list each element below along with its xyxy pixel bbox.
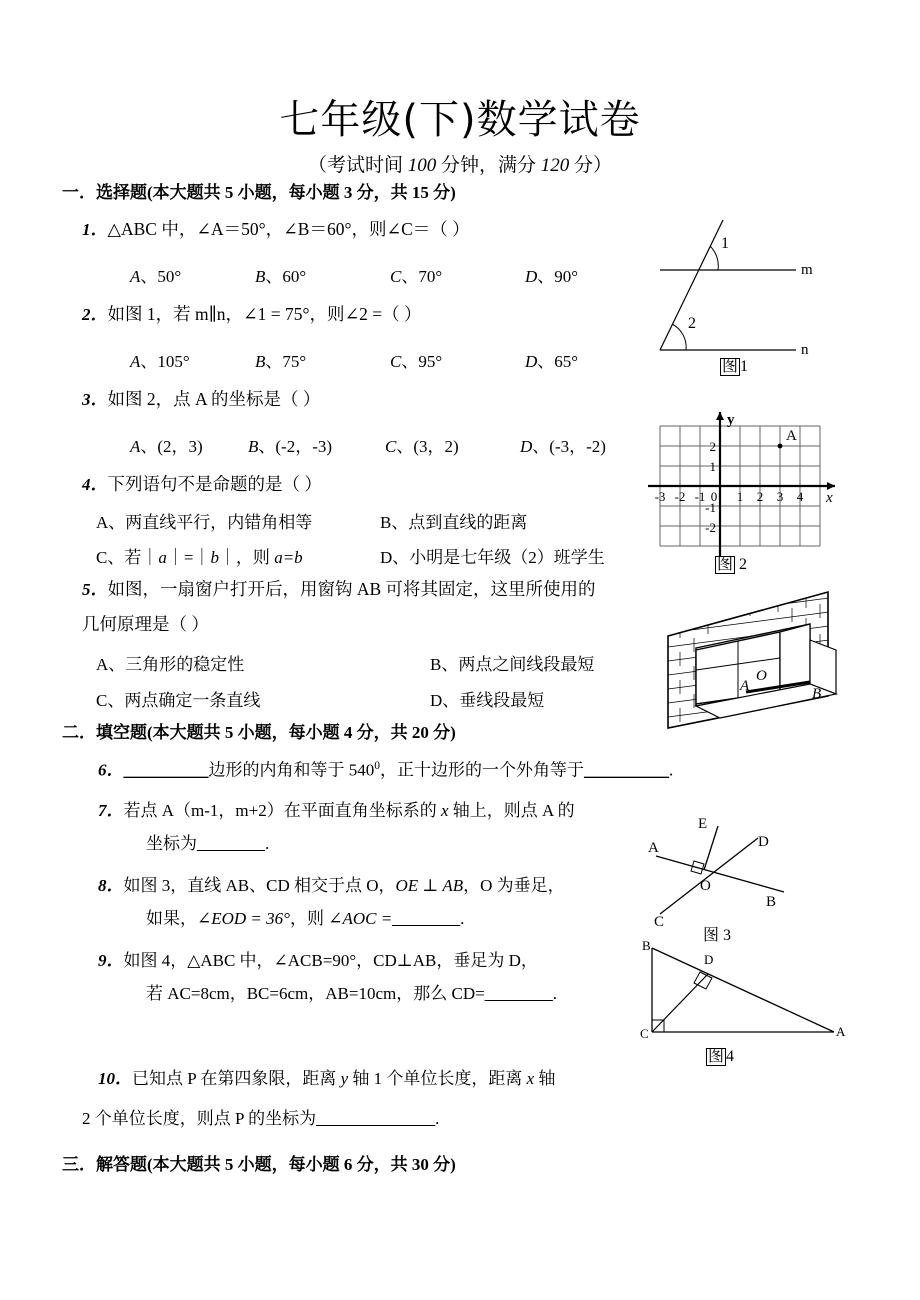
opt-letter: D [525, 267, 538, 286]
question-9-line1: 如图 4，△ABC 中，∠ACB=90°，CD⊥AB，垂足为 D， [123, 951, 538, 970]
question-5-stem-line1: 如图，一扇窗户打开后，用窗钩 AB 可将其固定，这里所使用的 [107, 579, 596, 599]
opt-letter: C [390, 267, 402, 286]
question-8-line1-pre: 如图 3，直线 AB、CD 相交于点 O， [123, 876, 396, 895]
question-10-line2 [82, 1108, 439, 1130]
question-5-number: 5． [82, 580, 108, 599]
figure-window-hook [660, 588, 860, 738]
question-4-option-b[interactable]: B、点到直线的距离 [380, 513, 528, 532]
figure-window-svg [660, 588, 860, 733]
var-y: y [340, 1069, 349, 1088]
opt-text: 、60° [265, 267, 307, 286]
question-8-line2-post: . [460, 909, 465, 928]
figure-3-label-a: A [648, 840, 659, 856]
figure-2-coordinate-grid [630, 396, 850, 571]
question-3-option-d[interactable] [520, 432, 606, 457]
opt-letter: B [248, 437, 259, 456]
figure-2-xtick: 3 [776, 489, 784, 504]
figure-2-xtick: 4 [796, 489, 804, 504]
question-5-option-d[interactable]: D、垂线段最短 [430, 691, 545, 710]
opt-text: 、50° [140, 267, 182, 286]
var-x: x [440, 801, 449, 820]
figure-2-point-a [778, 444, 783, 449]
figure-3-intersecting-lines [648, 818, 848, 933]
opt-letter: A [130, 352, 141, 371]
opt-text: 、105° [140, 352, 190, 371]
question-7-line2-post: . [265, 834, 270, 853]
subtitle-prefix: （考试时间 [307, 155, 408, 176]
figure-4-caption: 图 4 [708, 1048, 735, 1065]
question-2-option-d[interactable] [525, 347, 578, 372]
question-2-option-b[interactable] [255, 347, 306, 372]
page-title: 七年级(下)数学试卷 [279, 97, 641, 143]
figure-4-label-d: D [704, 952, 714, 967]
question-8-blank[interactable]: ________ [392, 909, 461, 928]
question-2-option-c[interactable] [390, 347, 442, 372]
degree-superscript: 0 [374, 759, 381, 772]
question-8-line2-pre: 如果， [146, 909, 197, 928]
question-6-blank-1[interactable]: __________ [123, 760, 209, 780]
question-1-option-a[interactable] [130, 262, 181, 287]
opt-letter: D [520, 437, 533, 456]
math-angle-aoc: ∠AOC = [328, 909, 393, 928]
figure-4-svg [638, 940, 853, 1050]
figure-2-xtick: -1 [694, 489, 706, 504]
question-10-line1-post: 轴 [534, 1069, 556, 1088]
figure-3-label-d: D [758, 834, 769, 850]
question-6-text-1: 边形的内角和等于 540 [208, 760, 375, 780]
question-1-stem: △ABC 中，∠A＝50°，∠B＝60°，则∠C＝（ ） [107, 219, 470, 239]
figure-window-label-b: B [812, 686, 822, 702]
question-7-line1-pre: 若点 A（m-1，m+2）在平面直角坐标系的 [123, 801, 441, 820]
figure-1-line-m-label: m [801, 262, 813, 278]
question-8-line1-post: ，O 为垂足， [463, 876, 565, 895]
opt-letter: B [255, 352, 266, 371]
figure-3-label-e: E [698, 818, 708, 832]
question-6-number: 6． [98, 760, 124, 780]
opt-text: 、(3，2) [396, 437, 459, 456]
opt-letter: C [390, 352, 402, 371]
opt-letter: D [525, 352, 538, 371]
subtitle-suffix: 分） [569, 155, 613, 176]
opt-text: 、75° [265, 352, 307, 371]
figure-2-xtick: 2 [756, 489, 764, 504]
question-2-stem: 如图 1，若 m∥n，∠1 = 75°，则∠2 =（ ） [107, 304, 422, 324]
question-7-line2-pre: 坐标为 [146, 834, 197, 853]
question-7 [98, 800, 575, 822]
math-oe-perp-ab: OE ⊥ AB [395, 876, 464, 895]
exam-subtitle [0, 150, 920, 177]
figure-1-angle-1-label: 1 [721, 235, 729, 252]
question-1 [82, 218, 470, 241]
figure-2-svg [630, 396, 850, 566]
question-7-blank[interactable]: ________ [197, 834, 265, 853]
figure-2-y-axis-label: y [727, 412, 735, 428]
var-x: x [526, 1069, 535, 1088]
question-5-stem-line2: 几何原理是（ ） [82, 614, 209, 634]
question-1-option-c[interactable] [390, 262, 442, 287]
figure-3-label-c: C [654, 914, 665, 928]
figure-3-label-o: O [700, 878, 711, 894]
question-2-number: 2． [82, 305, 108, 324]
question-10-blank[interactable]: ______________ [316, 1109, 436, 1128]
question-4-option-d[interactable]: D、小明是七年级（2）班学生 [380, 548, 605, 567]
question-10-line1-mid: 轴 1 个单位长度，距离 [348, 1069, 527, 1088]
question-5-option-c[interactable]: C、两点确定一条直线 [96, 691, 261, 710]
opt-text: C、若｜ [96, 548, 159, 567]
opt-letter: A [130, 267, 141, 286]
figure-2-origin-label: 0 [710, 489, 718, 504]
figure-window-label-o: O [756, 668, 767, 684]
question-10 [98, 1068, 555, 1090]
figure-1-line-n-label: n [801, 342, 809, 358]
question-6 [98, 758, 673, 782]
question-9-line2-post: . [552, 984, 557, 1003]
opt-text: ｜，则 [218, 548, 275, 567]
figure-4-label-b: B [642, 940, 651, 953]
subtitle-mid: 分钟，满分 [436, 155, 541, 176]
var-a: a [158, 548, 167, 567]
figure-window-label-a: A [740, 678, 750, 694]
figure-2-ytick: 1 [709, 459, 716, 474]
question-8-number: 8． [98, 876, 124, 895]
opt-text: 、70° [401, 267, 443, 286]
question-6-text-2: ，正十边形的一个外角等于 [380, 760, 585, 780]
figure-4-label-a: A [836, 1024, 846, 1039]
figure-3-label-b: B [766, 894, 777, 910]
question-9-blank[interactable]: ________ [484, 984, 553, 1003]
question-5-option-b[interactable]: B、两点之间线段最短 [430, 655, 595, 674]
figure-2-xtick: -3 [654, 489, 666, 504]
question-2-option-a[interactable] [130, 347, 190, 372]
figure-2-x-axis-label: x [826, 490, 833, 506]
section-heading-fill: 二．填空题(本大题共 5 小题，每小题 4 分，共 20 分) [62, 723, 456, 742]
figure-3-caption-text: 图 3 [703, 927, 732, 944]
figure-4-label-c: C [640, 1026, 649, 1041]
question-6-text-3: . [669, 760, 674, 780]
question-7-line2 [146, 833, 269, 855]
figure-1-caption: 图 1 [722, 358, 749, 375]
question-4-stem: 下列语句不是命题的是（ ） [107, 474, 322, 494]
figure-3-svg [648, 818, 848, 928]
figure-4-right-triangle [638, 940, 853, 1055]
opt-text: 、(-2，-3) [258, 437, 333, 456]
figure-2-xtick: -2 [674, 489, 686, 504]
question-4 [82, 473, 322, 496]
question-2 [82, 303, 422, 326]
question-4-option-c[interactable] [96, 543, 303, 568]
figure-2-ytick: 2 [709, 439, 716, 454]
question-9 [98, 950, 538, 972]
question-1-number: 1． [82, 220, 108, 239]
figure-2-ytick: -2 [705, 520, 716, 535]
math-angle-eod: ∠EOD = 36° [197, 909, 290, 928]
section-heading-answer: 三．解答题(本大题共 5 小题，每小题 6 分，共 30 分) [62, 1155, 456, 1174]
opt-letter: C [385, 437, 397, 456]
opt-text: 、90° [537, 267, 579, 286]
figure-2-xtick: 1 [736, 489, 744, 504]
question-7-number: 7． [98, 801, 124, 820]
subtitle-score: 120 [540, 155, 570, 176]
section-heading-choice: 一．选择题(本大题共 5 小题，每小题 3 分，共 15 分) [62, 183, 456, 202]
figure-2-caption: 图 2 [717, 556, 748, 573]
question-9-line2 [146, 983, 557, 1005]
question-5-option-a[interactable]: A、三角形的稳定性 [96, 655, 245, 674]
opt-text: 、95° [401, 352, 443, 371]
question-3 [82, 388, 320, 411]
opt-text: 、65° [537, 352, 579, 371]
question-6-blank-2[interactable]: __________ [584, 760, 670, 780]
opt-text: 、(-3，-2) [532, 437, 606, 456]
question-5 [82, 578, 596, 601]
question-4-number: 4． [82, 475, 108, 494]
question-3-option-b[interactable] [248, 432, 332, 457]
var-b: b [210, 548, 219, 567]
question-10-line2-post: . [435, 1109, 440, 1128]
question-3-number: 3． [82, 390, 108, 409]
question-9-number: 9． [98, 951, 124, 970]
figure-2-ytick: -1 [705, 500, 716, 515]
equation-a-eq-b: a=b [274, 548, 303, 567]
question-10-line2-pre: 2 个单位长度，则点 P 的坐标为 [82, 1109, 317, 1128]
question-10-number: 10． [98, 1069, 132, 1088]
figure-1-angle-2-label: 2 [688, 315, 696, 332]
question-7-line1-post: 轴上，则点 A 的 [448, 801, 575, 820]
question-8-line2 [146, 908, 464, 930]
question-8-line2-mid: ，则 [289, 909, 329, 928]
question-10-line1-pre: 已知点 P 在第四象限，距离 [132, 1069, 341, 1088]
question-3-option-a[interactable] [130, 432, 203, 457]
opt-letter: B [255, 267, 266, 286]
opt-letter: A [130, 437, 141, 456]
figure-1-parallel-lines [648, 212, 848, 367]
question-3-stem: 如图 2，点 A 的坐标是（ ） [107, 389, 321, 409]
question-1-option-d[interactable] [525, 262, 578, 287]
question-3-option-c[interactable] [385, 432, 459, 457]
question-8 [98, 875, 565, 897]
figure-1-svg [648, 212, 848, 362]
figure-2-point-a-label: A [786, 428, 797, 444]
subtitle-time: 100 [407, 155, 437, 176]
question-9-line2-pre: 若 AC=8cm，BC=6cm，AB=10cm，那么 CD= [146, 984, 485, 1003]
opt-text: 、(2，3) [140, 437, 203, 456]
opt-text: ｜=｜ [166, 548, 211, 567]
question-1-option-b[interactable] [255, 262, 306, 287]
question-4-option-a[interactable]: A、两直线平行，内错角相等 [96, 513, 313, 532]
